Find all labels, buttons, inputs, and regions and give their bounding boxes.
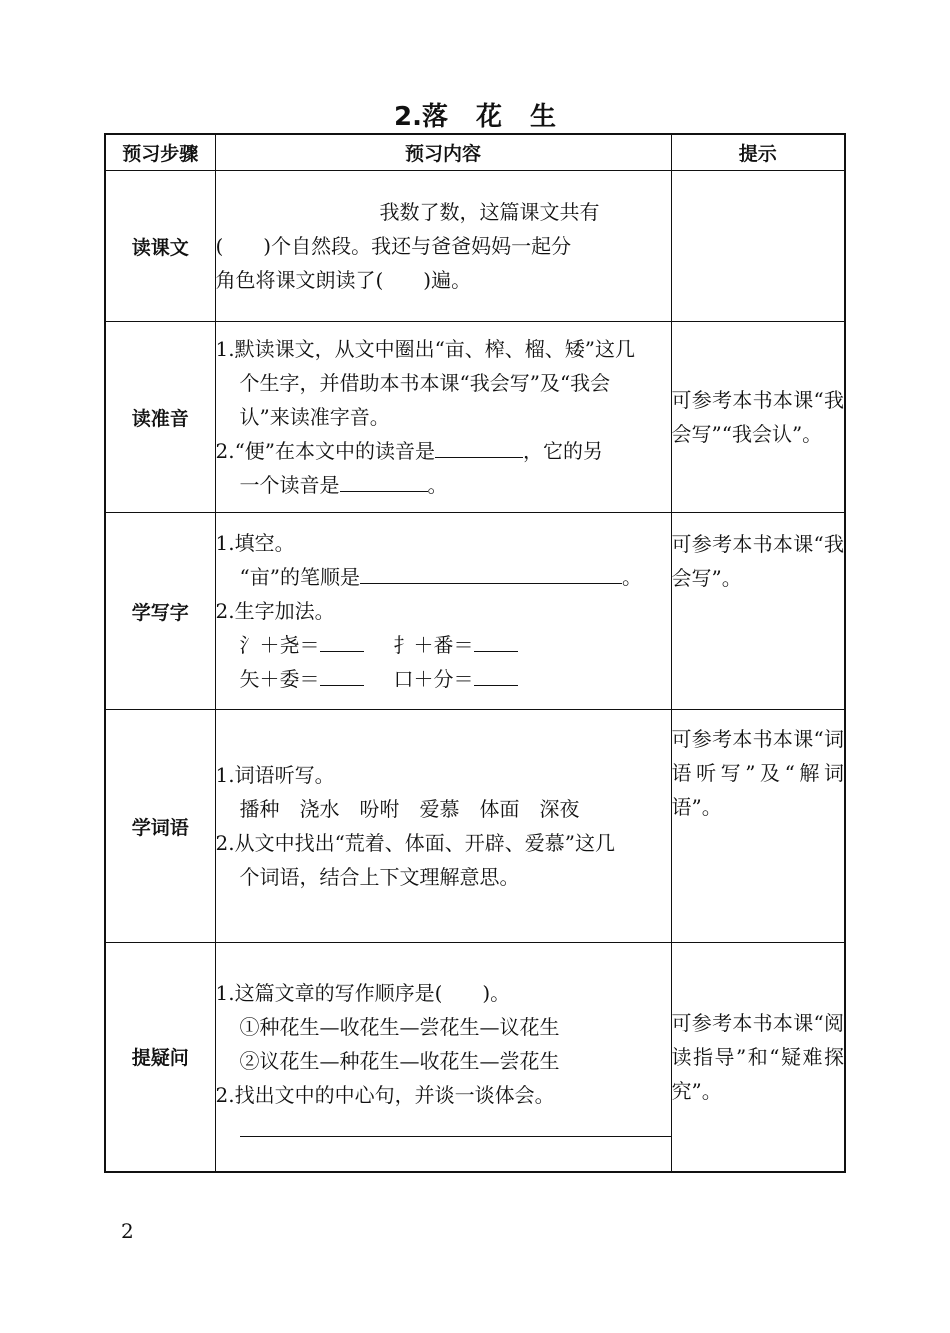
content-line: 1.词语听写。 <box>215 763 335 787</box>
content-text: 2.“便”在本文中的读音是 <box>215 439 436 463</box>
table-row <box>105 322 845 513</box>
content-text: 。 <box>621 565 642 589</box>
content-cell <box>215 171 671 322</box>
content-line: 认”来读准字音。 <box>239 405 390 429</box>
answer-blank[interactable] <box>435 435 523 458</box>
table-row <box>105 710 845 943</box>
hint-cell: 可参考本书本课“我会写”“我会认”。 <box>671 322 845 513</box>
content-line: 1.默读课文，从文中圈出“亩、榨、榴、矮”这几 <box>215 337 636 361</box>
step-label: 学词语 <box>105 710 215 943</box>
step-label: 学写字 <box>105 513 215 710</box>
word: 深夜 <box>539 797 580 821</box>
step-label: 提疑问 <box>105 943 215 1172</box>
hint-cell <box>671 171 845 322</box>
title-char-3: 生 <box>529 102 556 132</box>
preview-table <box>104 133 846 1173</box>
table-row <box>105 943 845 1172</box>
content-line <box>216 434 671 468</box>
content-text: ，它的另 <box>523 439 604 463</box>
table-row <box>105 513 845 710</box>
hint-cell <box>671 513 845 710</box>
hint-text: 可参考本书本课“我会写”。 <box>671 532 844 590</box>
hint-cell <box>671 710 845 943</box>
content-line: 2.找出文中的中心句，并谈一谈体会。 <box>215 1083 555 1108</box>
content-cell <box>215 322 671 513</box>
content-text: 氵＋尧＝ <box>239 633 320 657</box>
answer-blank[interactable] <box>320 663 364 686</box>
header-hint: 提示 <box>671 134 845 171</box>
answer-blank[interactable] <box>474 663 518 686</box>
word-list <box>216 792 671 826</box>
content-line: 个生字，并借助本书本课“我会写”及“我会 <box>239 371 611 395</box>
content-line: 2.从文中找出“荒着、体面、开辟、爱慕”这几 <box>215 831 616 855</box>
header-step: 预习步骤 <box>105 134 215 171</box>
title-char-2: 花 <box>475 102 502 132</box>
step-label: 读准音 <box>105 322 215 513</box>
content-text: 。 <box>427 473 448 497</box>
content-line <box>216 560 671 594</box>
content-line: ②议花生—种花生—收花生—尝花生 <box>239 1049 560 1074</box>
word: 爱慕 <box>419 797 460 821</box>
content-text: “亩”的笔顺是 <box>239 565 360 589</box>
content-line <box>216 662 671 696</box>
answer-blank[interactable] <box>320 629 364 652</box>
word: 播种 <box>239 797 280 821</box>
answer-blank[interactable] <box>340 469 428 492</box>
page-title <box>0 96 950 133</box>
answer-line[interactable] <box>240 1116 671 1137</box>
content-text: 扌＋番＝ <box>393 633 474 657</box>
content-line <box>216 628 671 662</box>
title-char-1: 落 <box>421 102 448 132</box>
content-cell <box>215 943 671 1172</box>
content-line: 1.填空。 <box>215 531 295 555</box>
content-text: 矢＋委＝ <box>239 667 320 691</box>
content-line: 1.这篇文章的写作顺序是( )。 <box>215 981 511 1006</box>
content-line: 我数了数，这篇课文共有 <box>379 200 600 224</box>
content-text: 一个读音是 <box>239 473 340 497</box>
answer-blank[interactable] <box>360 561 622 584</box>
hint-text: 可参考本书本课“词语听写”及“解词语”。 <box>671 727 844 819</box>
table-row <box>105 171 845 322</box>
title-number: 2. <box>393 102 422 132</box>
content-line: ①种花生—收花生—尝花生—议花生 <box>239 1015 560 1040</box>
content-line: 2.生字加法。 <box>215 599 335 623</box>
step-label: 读课文 <box>105 171 215 322</box>
content-cell <box>215 513 671 710</box>
answer-blank[interactable] <box>474 629 518 652</box>
word: 体面 <box>479 797 520 821</box>
header-content: 预习内容 <box>215 134 671 171</box>
word: 浇水 <box>299 797 340 821</box>
header-row <box>105 134 845 171</box>
content-line: 个词语，结合上下文理解意思。 <box>239 865 520 889</box>
content-line: 角色将课文朗读了( )遍。 <box>215 268 472 292</box>
content-line <box>216 468 671 502</box>
word: 吩咐 <box>359 797 400 821</box>
page-number: 2 <box>121 1219 134 1243</box>
content-cell <box>215 710 671 943</box>
content-line: ( )个自然段。我还与爸爸妈妈一起分 <box>215 234 572 258</box>
content-text: 口＋分＝ <box>393 667 474 691</box>
hint-cell: 可参考本书本课“阅读指导”和“疑难探究”。 <box>671 943 845 1172</box>
